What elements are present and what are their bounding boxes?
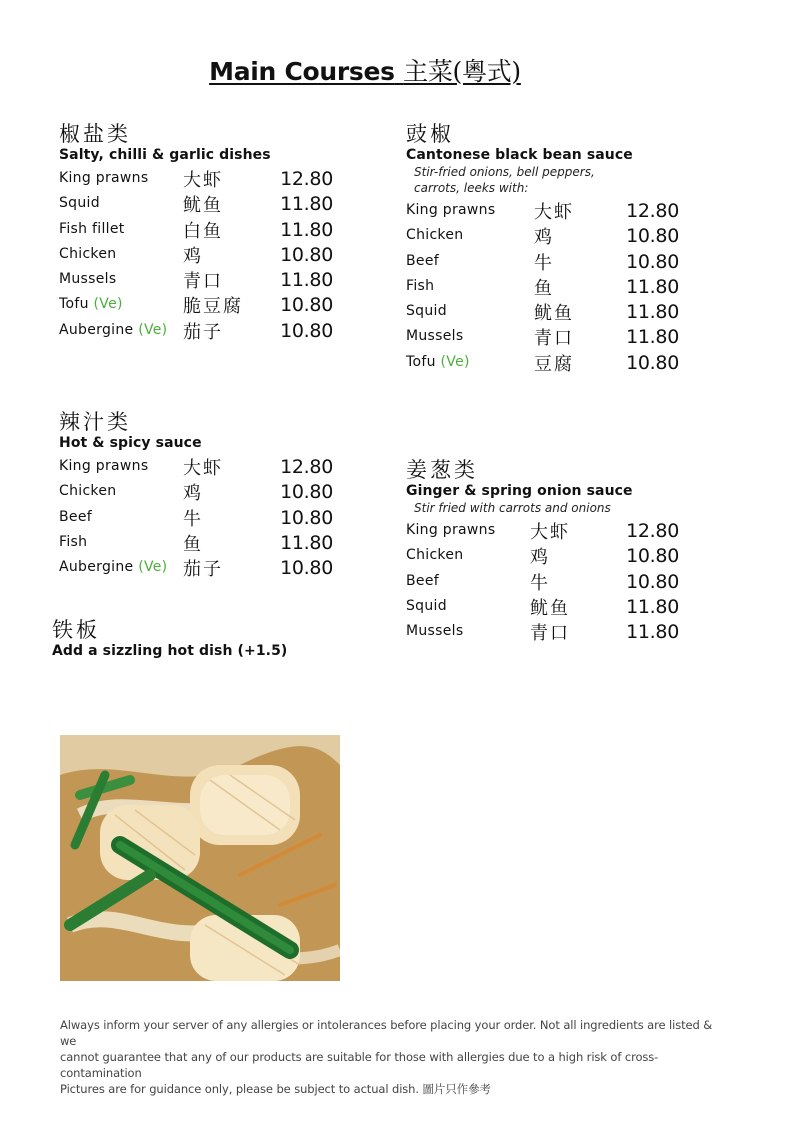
menu-item-row <box>406 249 706 274</box>
dish-name-en <box>59 483 116 499</box>
dish-name-text: Fish fillet <box>59 220 125 237</box>
dish-name-zh: 大虾 <box>183 170 223 191</box>
dish-name-text: King prawns <box>406 522 496 538</box>
allergy-disclaimer <box>60 1017 720 1097</box>
dish-price: 11.80 <box>280 269 333 292</box>
dish-name-en <box>406 303 447 319</box>
menu-item-row <box>406 543 706 568</box>
dish-name-zh: 大虾 <box>530 522 570 543</box>
dish-name-text: Beef <box>406 572 439 589</box>
section-title-zh: 辣汁类 <box>59 410 131 434</box>
dish-name-en <box>59 559 167 575</box>
menu-item-row <box>59 318 359 343</box>
menu-item-row <box>59 166 359 191</box>
dish-name-text: Aubergine <box>59 559 134 576</box>
dish-name-en <box>59 458 148 474</box>
vegan-tag: (Ve) <box>440 353 470 370</box>
section-title-en: Add a sizzling hot dish (+1.5) <box>52 643 288 659</box>
dish-price: 10.80 <box>280 481 333 504</box>
section-title-zh: 铁板 <box>52 618 100 642</box>
dish-name-en <box>406 547 463 563</box>
dish-name-zh: 鱿鱼 <box>183 195 223 217</box>
dish-name-zh: 牛 <box>183 508 203 530</box>
menu-item-list <box>59 166 359 343</box>
dish-name-en <box>59 221 125 237</box>
dish-name-zh: 茄子 <box>183 559 223 581</box>
dish-name-text: Mussels <box>406 328 464 345</box>
dish-name-text: Squid <box>406 597 447 614</box>
section-title-zh: 豉椒 <box>406 122 454 146</box>
dish-name-text: Tofu <box>406 353 436 370</box>
dish-name-zh: 脆豆腐 <box>183 296 243 318</box>
dish-name-zh: 牛 <box>530 572 550 594</box>
menu-item-row <box>59 191 359 216</box>
menu-item-row <box>406 594 706 619</box>
section-title-en: Salty, chilli & garlic dishes <box>59 147 271 163</box>
dish-name-en <box>59 170 148 186</box>
menu-item-row <box>59 479 359 504</box>
dish-name-text: Tofu <box>59 296 89 313</box>
dish-price: 11.80 <box>626 301 679 324</box>
section-note: Stir fried with carrots and onions <box>414 501 611 515</box>
menu-item-row <box>59 505 359 530</box>
dish-name-text: Chicken <box>59 245 117 262</box>
section-title-en: Ginger & spring onion sauce <box>406 483 633 499</box>
page-title-underlined <box>209 57 521 86</box>
dish-name-en <box>59 296 123 312</box>
dish-name-zh: 青口 <box>530 623 570 645</box>
section-salty-chilli-garlic <box>59 122 359 343</box>
dish-name-zh: 青口 <box>183 271 223 293</box>
dish-name-text: Fish <box>59 533 88 550</box>
dish-price: 10.80 <box>626 570 679 593</box>
section-hot-spicy-sauce <box>59 410 359 580</box>
food-photo <box>60 735 340 981</box>
dish-name-en <box>59 509 92 525</box>
menu-item-row <box>406 299 706 324</box>
dish-price: 12.80 <box>626 520 679 542</box>
section-title-zh: 姜葱类 <box>406 458 478 482</box>
dish-name-en <box>59 534 87 550</box>
dish-name-zh: 牛 <box>534 252 554 274</box>
dish-name-zh: 鸡 <box>183 245 203 267</box>
dish-name-text: King prawns <box>59 170 149 186</box>
section-title-en: Cantonese black bean sauce <box>406 147 633 163</box>
section-sizzling <box>52 618 372 660</box>
dish-price: 10.80 <box>280 294 333 317</box>
dish-name-text: Chicken <box>59 483 117 500</box>
dish-price: 10.80 <box>626 250 679 273</box>
section-title-zh: 椒盐类 <box>59 122 131 146</box>
dish-price: 10.80 <box>280 506 333 529</box>
dish-price: 12.80 <box>280 168 333 190</box>
menu-item-row <box>406 198 706 223</box>
section-title-en: Hot & spicy sauce <box>59 435 202 451</box>
menu-item-row <box>59 530 359 555</box>
menu-item-row <box>406 223 706 248</box>
menu-item-row <box>406 274 706 299</box>
dish-name-zh: 鱿鱼 <box>530 597 570 619</box>
dish-name-en <box>59 195 100 211</box>
page-title <box>0 52 730 88</box>
dish-price: 11.80 <box>280 531 333 554</box>
dish-name-en <box>406 253 439 269</box>
dish-price: 11.80 <box>280 218 333 241</box>
vegan-tag: (Ve) <box>138 321 168 338</box>
section-black-bean-sauce <box>406 122 706 375</box>
dish-name-en <box>406 623 463 639</box>
dish-name-text: Chicken <box>406 227 464 244</box>
section-ginger-spring-onion <box>406 458 706 644</box>
menu-item-row <box>406 324 706 349</box>
dish-name-text: Squid <box>406 303 447 320</box>
dish-price: 10.80 <box>626 225 679 248</box>
menu-item-row <box>406 518 706 543</box>
dish-name-text: Aubergine <box>59 321 134 338</box>
dish-name-en <box>406 354 470 370</box>
dish-name-zh: 鱼 <box>534 277 554 299</box>
dish-name-text: Beef <box>59 508 92 525</box>
menu-item-list <box>406 518 706 644</box>
menu-item-row <box>59 555 359 580</box>
menu-item-list <box>59 454 359 580</box>
dish-price: 10.80 <box>626 545 679 568</box>
vegan-tag: (Ve) <box>93 296 123 313</box>
dish-name-en <box>59 322 167 338</box>
dish-name-en <box>406 328 463 344</box>
menu-item-row <box>59 242 359 267</box>
dish-price: 10.80 <box>280 243 333 266</box>
disclaimer-line: Pictures are for guidance only, please be subject to actual dish. 圖片只作參考 <box>60 1082 491 1096</box>
page-title-en: Main Courses <box>209 57 395 86</box>
menu-item-row <box>59 267 359 292</box>
dish-name-en <box>59 246 116 262</box>
menu-item-row <box>406 350 706 375</box>
dish-price: 10.80 <box>280 557 333 580</box>
dish-name-zh: 鸡 <box>183 483 203 505</box>
dish-name-zh: 鸡 <box>534 227 554 249</box>
section-note: Stir-fried onions, bell peppers, carrots, leeks with: <box>414 165 595 195</box>
dish-name-text: Mussels <box>406 623 464 640</box>
dish-price: 12.80 <box>280 456 333 478</box>
dish-name-text: Fish <box>406 277 435 294</box>
dish-name-text: Beef <box>406 252 439 269</box>
page-title-zh: 主菜(粵式) <box>403 57 521 86</box>
menu-item-row <box>59 292 359 317</box>
dish-name-zh: 鱿鱼 <box>534 303 574 325</box>
menu-item-list <box>406 198 706 375</box>
dish-name-en <box>59 271 116 287</box>
dish-name-en <box>406 202 495 218</box>
dish-price: 11.80 <box>626 326 679 349</box>
menu-item-row <box>406 569 706 594</box>
dish-name-en <box>406 227 463 243</box>
dish-name-text: Chicken <box>406 547 464 564</box>
dish-name-text: Squid <box>59 195 100 212</box>
dish-name-zh: 鱼 <box>183 533 203 555</box>
dish-price: 11.80 <box>626 275 679 298</box>
dish-name-zh: 大虾 <box>534 202 574 223</box>
dish-name-zh: 大虾 <box>183 458 223 479</box>
dish-name-zh: 豆腐 <box>534 353 574 375</box>
disclaimer-line: cannot guarantee that any of our products are suitable for those with allergies due to a high risk of cross-contamination <box>60 1050 659 1080</box>
dish-price: 10.80 <box>626 351 679 374</box>
dish-name-en <box>406 522 495 538</box>
dish-name-en <box>406 598 447 614</box>
menu-item-row <box>59 217 359 242</box>
dish-name-text: King prawns <box>59 458 149 474</box>
dish-price: 12.80 <box>626 200 679 222</box>
vegan-tag: (Ve) <box>138 559 168 576</box>
menu-item-row <box>59 454 359 479</box>
dish-name-text: King prawns <box>406 202 496 218</box>
dish-name-zh: 茄子 <box>183 321 223 343</box>
dish-price: 10.80 <box>280 319 333 342</box>
dish-name-en <box>406 573 439 589</box>
disclaimer-line: Always inform your server of any allergies or intolerances before placing your order. Not all ingredients are listed & we <box>60 1018 713 1048</box>
dish-price: 11.80 <box>626 595 679 618</box>
dish-name-zh: 青口 <box>534 328 574 350</box>
dish-name-zh: 白鱼 <box>183 220 223 242</box>
dish-name-zh: 鸡 <box>530 547 550 569</box>
dish-name-en <box>406 278 434 294</box>
dish-name-text: Mussels <box>59 271 117 288</box>
dish-price: 11.80 <box>626 621 679 644</box>
dish-price: 11.80 <box>280 193 333 216</box>
menu-item-row <box>406 619 706 644</box>
